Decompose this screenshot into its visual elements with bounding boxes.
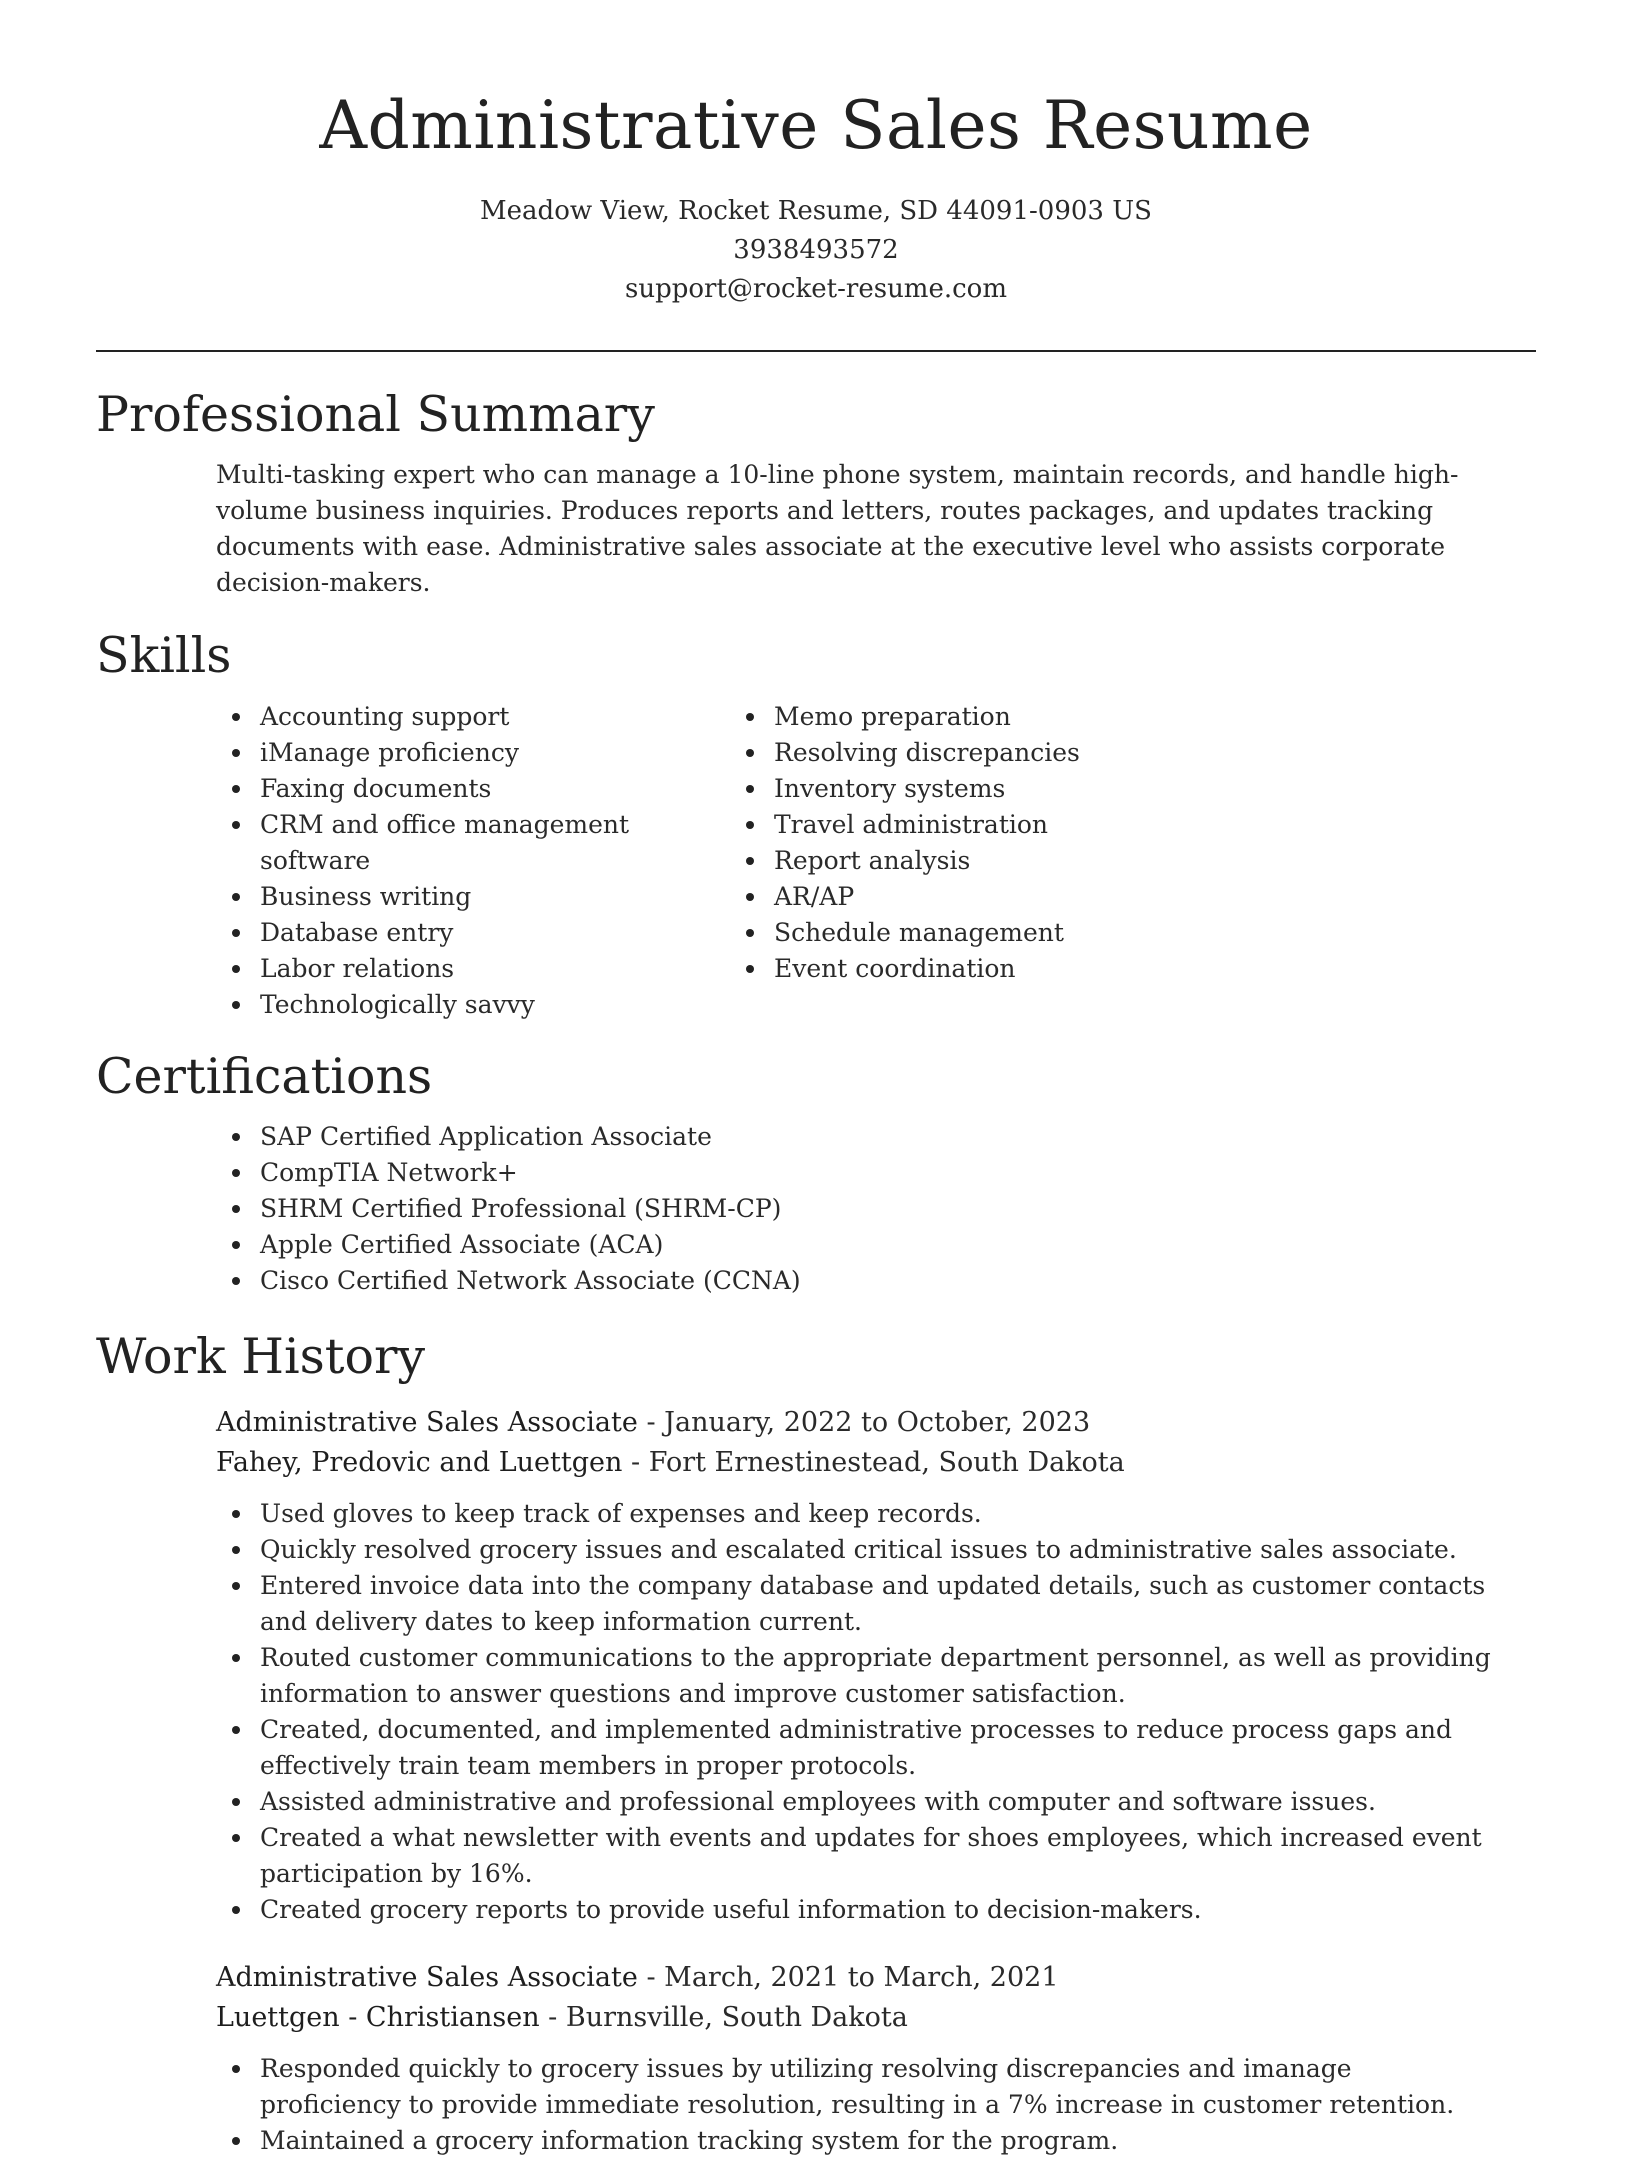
job-bullet: Maintained a grocery information tracking system for the program. [260, 2123, 1496, 2159]
job-company-line [96, 1443, 1536, 1483]
work-history-section [96, 1327, 1536, 2159]
job-location: Burnsville, South Dakota [565, 2002, 908, 2033]
certification-item: SHRM Certified Professional (SHRM-CP) [260, 1191, 1536, 1227]
certification-item: Cisco Certified Network Associate (CCNA) [260, 1263, 1536, 1299]
skill-item: iManage proficiency [260, 735, 746, 771]
skill-item: Faxing documents [260, 771, 746, 807]
skill-item: Resolving discrepancies [774, 735, 1396, 771]
skill-item: Database entry [260, 915, 746, 951]
skills-list-left [96, 699, 746, 1023]
job-role: Administrative Sales Associate [216, 1962, 638, 1993]
skill-item: Report analysis [774, 843, 1396, 879]
certification-item: SAP Certified Application Associate [260, 1119, 1536, 1155]
job-company-line [96, 1998, 1536, 2038]
skills-section [96, 626, 1536, 1023]
certification-item: Apple Certified Associate (ACA) [260, 1227, 1536, 1263]
job-entry [96, 1403, 1536, 1928]
contact-block [96, 192, 1536, 309]
skill-item: Labor relations [260, 951, 746, 987]
contact-email: support@rocket-resume.com [624, 274, 1007, 304]
job-separator: - [646, 1407, 665, 1438]
section-title-work-history: Work History [96, 1328, 426, 1385]
certifications-list [96, 1119, 1536, 1299]
resume-header [96, 0, 1536, 309]
job-bullets [96, 1496, 1536, 1928]
certifications-section [96, 1047, 1536, 1299]
contact-phone: 3938493572 [733, 235, 899, 265]
job-title-line [96, 1403, 1536, 1443]
job-bullet: Created, documented, and implemented administrative processes to reduce process gaps and effectively train team members in proper protocols. [260, 1712, 1496, 1784]
skill-item: Memo preparation [774, 699, 1396, 735]
skill-item: AR/AP [774, 879, 1396, 915]
job-bullet: Responded quickly to grocery issues by utilizing resolving discrepancies and imanage proficiency to provide immediate resolution, resulting in a 7% increase in customer retention. [260, 2051, 1496, 2123]
summary-section [96, 385, 1536, 601]
section-title-skills: Skills [96, 627, 232, 684]
job-company: Luettgen - Christiansen [216, 2002, 540, 2033]
job-bullet: Created grocery reports to provide useful information to decision-makers. [260, 1892, 1496, 1928]
job-bullet: Entered invoice data into the company database and updated details, such as customer contacts and delivery dates to keep information current. [260, 1568, 1496, 1640]
skills-grid [96, 699, 1536, 1023]
job-dates: March, 2021 to March, 2021 [664, 1962, 1059, 1993]
job-company: Fahey, Predovic and Luettgen [216, 1447, 623, 1478]
job-bullet: Routed customer communications to the appropriate department personnel, as well as providing information to answer questions and improve customer satisfaction. [260, 1640, 1496, 1712]
job-bullet: Used gloves to keep track of expenses and keep records. [260, 1496, 1496, 1532]
skill-item: Accounting support [260, 699, 746, 735]
header-divider [96, 350, 1536, 352]
skill-item: Business writing [260, 879, 746, 915]
job-location: Fort Ernestinestead, South Dakota [648, 1447, 1125, 1478]
job-title-line [96, 1958, 1536, 1998]
skill-item: Travel administration [774, 807, 1396, 843]
job-role: Administrative Sales Associate [216, 1407, 638, 1438]
skill-item: Inventory systems [774, 771, 1396, 807]
contact-address: Meadow View, Rocket Resume, SD 44091-0903 US [480, 196, 1152, 226]
summary-text: Multi-tasking expert who can manage a 10-line phone system, maintain records, and handle high-volume business inquiries. Produces reports and letters, routes packages, and updates tracking documents with ease. Administrative sales associate at the executive level who assists corporate decision-makers. [216, 460, 1459, 597]
job-separator: - [548, 2002, 566, 2033]
skill-item: Technologically savvy [260, 987, 746, 1023]
certification-item: CompTIA Network+ [260, 1155, 1536, 1191]
job-separator: - [630, 1447, 649, 1478]
skill-item: Schedule management [774, 915, 1396, 951]
resume-page [96, 0, 1536, 2155]
skill-item: CRM and office management software [260, 807, 746, 879]
section-title-summary: Professional Summary [96, 386, 655, 443]
job-bullet: Created a what newsletter with events and updates for shoes employees, which increased event participation by 16%. [260, 1820, 1496, 1892]
section-title-certifications: Certifications [96, 1048, 433, 1105]
resume-title: Administrative Sales Resume [319, 87, 1313, 164]
skills-list-right [746, 699, 1396, 1023]
job-dates: January, 2022 to October, 2023 [664, 1407, 1091, 1438]
skill-item: Event coordination [774, 951, 1396, 987]
job-bullet: Quickly resolved grocery issues and escalated critical issues to administrative sales associate. [260, 1532, 1496, 1568]
job-bullets [96, 2051, 1536, 2159]
job-bullet: Assisted administrative and professional employees with computer and software issues. [260, 1784, 1496, 1820]
job-separator: - [646, 1962, 665, 1993]
job-entry [96, 1958, 1536, 2159]
